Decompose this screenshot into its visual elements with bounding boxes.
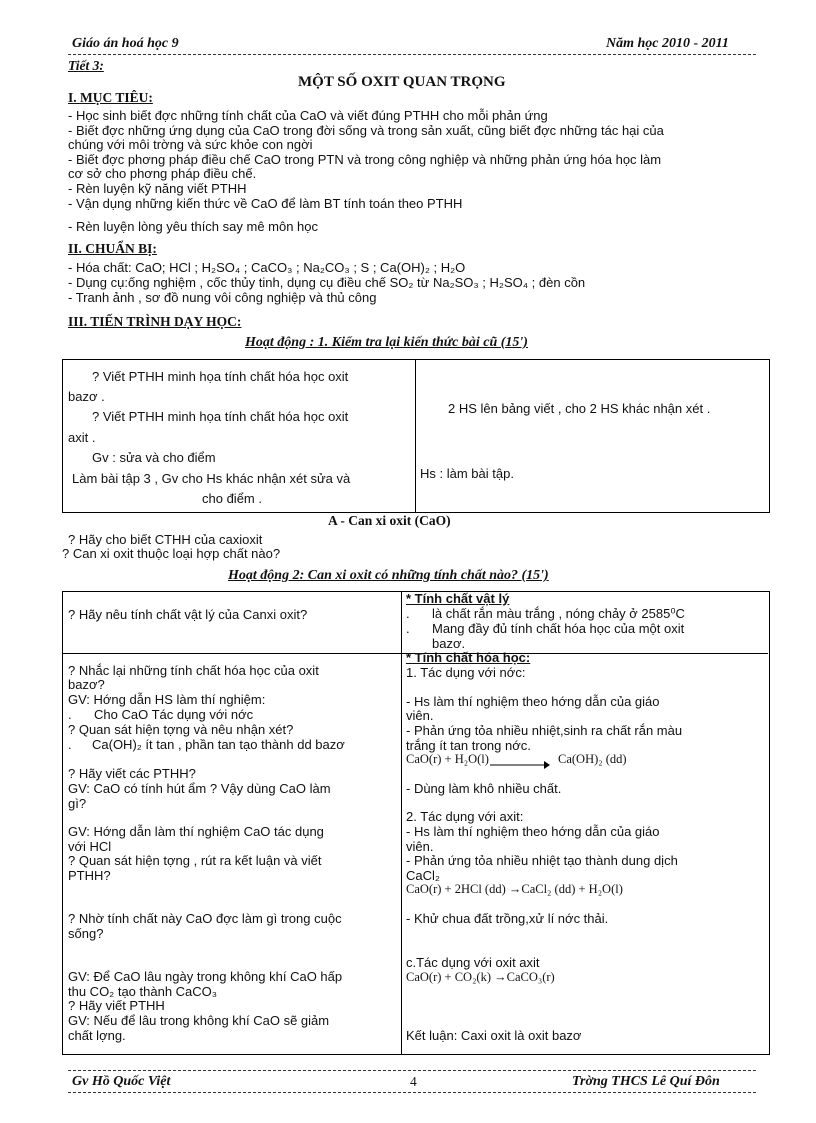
equation-water-product: Ca(OH)₂ (dd) (558, 752, 627, 766)
header-rule (68, 54, 756, 55)
activity2-teacher-line: Cho CaO Tác dụng với nớc (94, 707, 254, 722)
section-process-heading: III. TIẾN TRÌNH DẠY HỌC: (68, 314, 242, 329)
activity1-teacher-line: axit . (68, 430, 96, 445)
section-preparation-heading: II. CHUẨN BỊ: (68, 241, 157, 256)
objective-line: chúng với môi trờng và sức khỏe con ngời (68, 137, 313, 152)
activity1-teacher-line: Gv : sửa và cho điểm (92, 450, 216, 465)
activity2-teacher-line: ? Hãy nêu tính chất vật lý của Canxi oxit? (68, 607, 308, 622)
activity2-student-line: 1. Tác dụng với nớc: (406, 665, 526, 680)
footer-school: Trờng THCS Lê Quí Đôn (572, 1074, 720, 1089)
activity2-teacher-line: Ca(OH)₂ ít tan , phần tan tạo thành dd bazơ (92, 737, 345, 752)
footer-rule-bottom (68, 1092, 756, 1093)
activity2-student-line: là chất rắn màu trắng , nóng chảy ở 2585⁰C (432, 606, 685, 621)
activity1-teacher-line: ? Viết PTHH minh họa tính chất hóa học oxit (92, 369, 349, 384)
activity2-teacher-line: PTHH? (68, 868, 111, 883)
activity2-teacher-line: ? Nhắc lại những tính chất hóa học của oxit (68, 663, 319, 678)
activity2-student-line: - Khử chua đất trồng,xử lí nớc thải. (406, 911, 609, 926)
footer-author: Gv Hồ Quốc Việt (72, 1074, 171, 1089)
activity2-student-line: - Hs làm thí nghiệm theo hớng dẫn của giáo (406, 824, 660, 839)
question-line: ? Can xi oxit thuộc loại hợp chất nào? (62, 546, 281, 561)
lesson-number: Tiết 3: (68, 58, 104, 73)
activity2-teacher-line: chất lợng. (68, 1028, 126, 1043)
activity2-student-line: CaCl₂ (406, 868, 440, 883)
activity2-student-line: - Phản ứng tỏa nhiều nhiệt,sinh ra chất rắn màu (406, 723, 683, 738)
activity2-teacher-line: ? Hãy viết PTHH (68, 998, 165, 1013)
activity2-teacher-line: ? Hãy viết các PTHH? (68, 766, 196, 781)
objective-line: - Biết đợc những ứng dụng của CaO trong đời sống và trong sản xuất, cũng biết đợc những tác hại của (68, 123, 664, 138)
objective-line: - Rèn luyện lòng yêu thích say mê môn học (68, 219, 319, 234)
activity2-teacher-line: GV: CaO có tính hút ẩm ? Vậy dùng CaO làm (68, 781, 331, 796)
activity2-teacher-line: gì? (68, 796, 87, 811)
activity2-teacher-line: ? Quan sát hiện tợng , rút ra kết luận và viết (68, 853, 322, 868)
activity2-student-line: trắng ít tan trong nớc. (406, 738, 531, 753)
equation-water: CaO(r) + H₂O(l) (406, 752, 489, 766)
objective-line: - Biết đợc phơng pháp điều chế CaO trong PTN và trong công nghiệp và những phản ứng hóa học làm (68, 152, 662, 167)
equation-acidic-oxide: CaO(r) + CO₂(k) →CaCO₃(r) (406, 970, 555, 984)
activity2-teacher-line-bullet: . (68, 707, 72, 722)
activity2-teacher-line: GV: Hớng dẫn làm thí nghiệm CaO tác dụng (68, 824, 324, 839)
equation-acid: CaO(r) + 2HCl (dd) →CaCl₂ (dd) + H₂O(l) (406, 882, 623, 896)
preparation-line: - Hóa chất: CaO; HCl ; H₂SO₄ ; CaCO₃ ; Na₂CO₃ ; S ; Ca(OH)₂ ; H₂O (68, 260, 466, 275)
reaction-arrow-icon (490, 756, 550, 770)
activity2-teacher-line-bullet: . (68, 737, 72, 752)
preparation-line: - Tranh ảnh , sơ đồ nung vôi công nghiệp và thủ công (68, 290, 377, 305)
activity2-teacher-line: với HCl (68, 839, 112, 854)
activity2-teacher-line: thu CO₂ tạo thành CaCO₃ (68, 984, 218, 999)
activity2-teacher-line: GV: Để CaO lâu ngày trong không khí CaO hấp (68, 969, 343, 984)
objective-line: - Rèn luyện kỹ năng viết PTHH (68, 181, 247, 196)
activity2-conclusion: Kết luận: Caxi oxit là oxit bazơ (406, 1028, 582, 1043)
preparation-line: - Dụng cụ:ống nghiệm , cốc thủy tinh, dụng cụ điều chế SO₂ từ Na₂SO₃ ; H₂SO₄ ; đèn cồn (68, 275, 586, 290)
activity1-teacher-line: bazơ . (68, 389, 105, 404)
section-a-label: A - Can xi oxit (CaO) (328, 513, 451, 528)
activity1-teacher-line: ? Viết PTHH minh họa tính chất hóa học oxit (92, 409, 349, 424)
activity2-teacher-line: sống? (68, 926, 104, 941)
header-left: Giáo án hoá học 9 (72, 36, 179, 51)
activity2-row-divider (62, 653, 401, 654)
activity2-teacher-line: GV: Nếu để lâu trong không khí CaO sẽ giảm (68, 1013, 330, 1028)
activity2-teacher-line: ? Nhờ tính chất này CaO đợc làm gì trong cuộc (68, 911, 342, 926)
page-title: MỘT SỐ OXIT QUAN TRỌNG (298, 74, 506, 90)
question-line: ? Hãy cho biết CTHH của caxioxit (68, 532, 263, 547)
objective-line: - Vận dụng những kiến thức về CaO để làm BT tính toán theo PTHH (68, 196, 463, 211)
activity2-table-divider (401, 591, 402, 1054)
activity2-student-line: - Dùng làm khô nhiều chất. (406, 781, 562, 796)
activity2-student-line: * Tính chất hóa học: (406, 650, 531, 665)
bullet: . (406, 621, 410, 636)
section-objectives-heading: I. MỤC TIÊU: (68, 90, 153, 105)
activity2-student-line: - Phản ứng tỏa nhiều nhiệt tạo thành dung dịch (406, 853, 678, 868)
activity2-title: Hoạt động 2: Can xi oxit có những tính chất nào? (15') (228, 568, 549, 583)
activity2-student-line: viên. (406, 708, 434, 723)
activity2-student-line: 2. Tác dụng với axit: (406, 809, 524, 824)
activity1-title: Hoạt động : 1. Kiểm tra lại kiến thức bài cũ (15') (245, 335, 528, 350)
activity2-teacher-line: bazơ? (68, 677, 105, 692)
activity2-student-line: viên. (406, 839, 434, 854)
footer-rule (68, 1070, 756, 1071)
activity1-teacher-line: Làm bài tập 3 , Gv cho Hs khác nhận xét sửa và (72, 471, 351, 486)
activity2-student-line: bazơ. (432, 636, 466, 651)
page-number: 4 (410, 1074, 417, 1089)
activity2-teacher-line: GV: Hớng dẫn HS làm thí nghiệm: (68, 692, 266, 707)
bullet: . (406, 606, 410, 621)
header-right: Năm học 2010 - 2011 (606, 36, 729, 51)
activity2-student-line: - Hs làm thí nghiệm theo hớng dẫn của giáo (406, 694, 660, 709)
objective-line: cơ sở cho phơng pháp điều chế. (68, 166, 257, 181)
activity2-student-line: Mang đầy đủ tính chất hóa học của một oxit (432, 621, 685, 636)
activity1-student-line: Hs : làm bài tập. (420, 466, 514, 481)
activity2-student-line: c.Tác dụng với oxit axit (406, 955, 540, 970)
activity1-table-divider (415, 359, 416, 512)
activity2-teacher-line: ? Quan sát hiện tợng và nêu nhận xét? (68, 722, 294, 737)
activity1-student-line: 2 HS lên bảng viết , cho 2 HS khác nhận xét . (448, 401, 711, 416)
activity2-student-line: * Tính chất vật lý (406, 591, 510, 606)
activity1-teacher-line: cho điểm . (202, 491, 262, 506)
objective-line: - Học sinh biết đợc những tính chất của CaO và viết đúng PTHH cho mỗi phản ứng (68, 108, 548, 123)
